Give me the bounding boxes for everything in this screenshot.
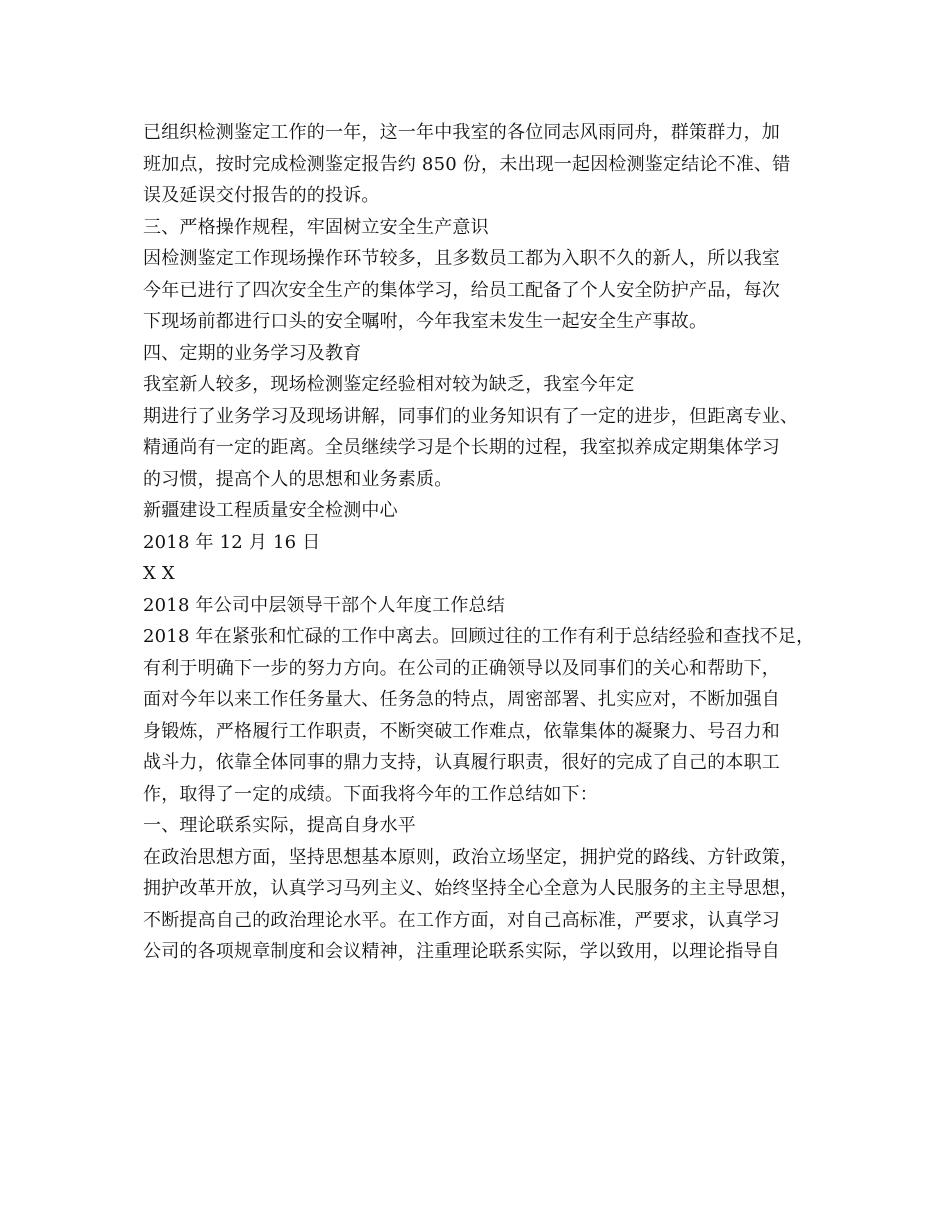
text-line: 有利于明确下一步的努力方向。在公司的正确领导以及同事们的关心和帮助下， (143, 657, 780, 679)
text-line: 因检测鉴定工作现场操作环节较多，且多数员工都为入职不久的新人，所以我室 (143, 248, 780, 269)
text-line: 公司的各项规章制度和会议精神，注重理论联系实际，学以致用，以理论指导自 (143, 941, 780, 962)
signature-organization: 新疆建设工程质量安全检测中心 (143, 500, 398, 521)
text-line: 拥护改革开放，认真学习马列主义、始终坚持全心全意为人民服务的主主导思想， (143, 878, 799, 899)
section-heading: 四、定期的业务学习及教育 (143, 342, 362, 364)
text-line: 作，取得了一定的成绩。下面我将今年的工作总结如下： (143, 783, 598, 805)
text-line: 2018 年在紧张和忙碌的工作中离去。回顾过往的工作有利于总结经验和查找不足， (143, 626, 815, 647)
text-line: 身锻炼，严格履行工作职责，不断突破工作难点，依靠集体的凝聚力、号召力和 (143, 720, 780, 742)
text-line: 的习惯，提高个人的思想和业务素质。 (143, 468, 453, 490)
text-line: 战斗力，依靠全体同事的鼎力支持，认真履行职责，很好的完成了自己的本职工 (143, 752, 780, 773)
text-line: 精通尚有一定的距离。全员继续学习是个长期的过程，我室拟养成定期集体学习 (143, 437, 780, 458)
signature-date: 2018 年 12 月 16 日 (143, 531, 321, 553)
author-name: X X (143, 563, 175, 584)
text-line: 面对今年以来工作任务量大、任务急的特点，周密部署、扎实应对，不断加强自 (143, 689, 780, 710)
text-line: 误及延误交付报告的的投诉。 (143, 185, 380, 206)
text-line: 不断提高自己的政治理论水平。在工作方面，对自己高标准，严要求，认真学习 (143, 909, 780, 931)
document-title: 2018 年公司中层领导干部个人年度工作总结 (143, 594, 505, 616)
section-heading: 三、严格操作规程，牢固树立安全生产意识 (143, 216, 489, 238)
text-line: 在政治思想方面，坚持思想基本原则，政治立场坚定，拥护党的路线、方针政策， (143, 846, 799, 868)
section-heading: 一、理论联系实际，提高自身水平 (143, 815, 416, 836)
text-line: 下现场前都进行口头的安全嘱咐，今年我室未发生一起安全生产事故。 (143, 311, 708, 332)
text-line: 期进行了业务学习及现场讲解，同事们的业务知识有了一定的进步，但距离专业、 (143, 405, 799, 427)
text-line: 已组织检测鉴定工作的一年，这一年中我室的各位同志风雨同舟，群策群力，加 (143, 122, 780, 143)
text-line: 今年已进行了四次安全生产的集体学习，给员工配备了个人安全防护产品，每次 (143, 279, 780, 301)
body-text (143, 117, 823, 968)
text-line: 班加点，按时完成检测鉴定报告约 850 份，未出现一起因检测鉴定结论不准、错 (143, 153, 791, 175)
text-line: 我室新人较多，现场检测鉴定经验相对较为缺乏，我室今年定 (143, 374, 635, 395)
